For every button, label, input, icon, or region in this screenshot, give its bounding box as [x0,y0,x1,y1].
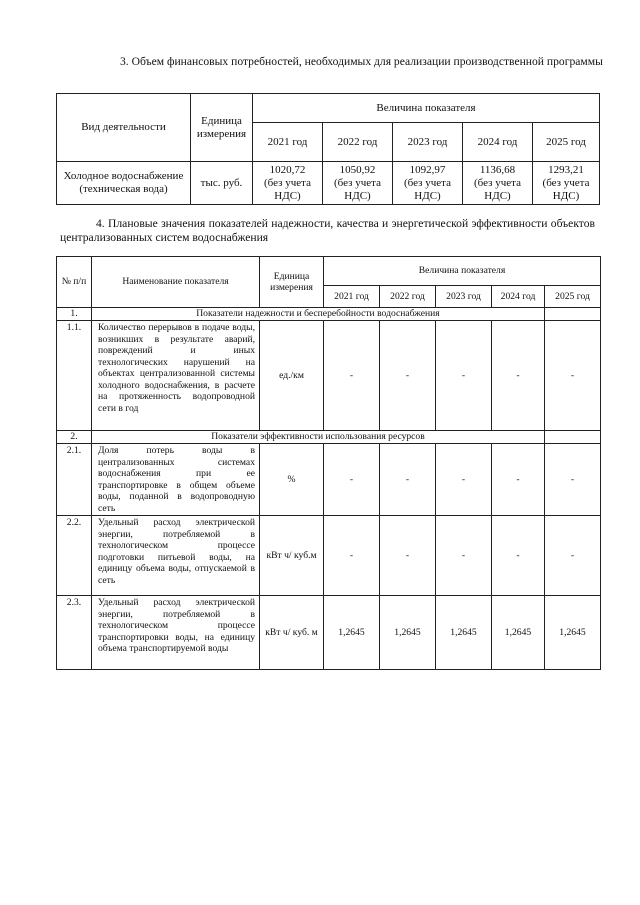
year-header: 2025 год [545,286,601,308]
unit-cell: % [260,444,324,516]
col-unit-header: Единица измерения [260,257,324,308]
value-amount: 1020,72 [269,163,306,176]
value-cell: - [492,444,545,516]
value-cell: - [492,516,545,596]
indicators-table [56,256,601,670]
value-cell [463,162,533,205]
indicator-name: Удельный расход электрической энергии, потребляемой в технологическом процессе транспортировки воды, на единицу объема транспортируемой воды [92,596,260,670]
value-cell: 1,2645 [324,596,380,670]
table-row [57,516,601,596]
row-num: 2.2. [57,516,92,596]
section-row [57,431,601,444]
value-cell: - [545,444,601,516]
value-note: (без учета НДС) [404,176,451,202]
year-header: 2024 год [463,123,533,162]
year-header: 2025 год [533,123,600,162]
unit-cell: ед./км [260,321,324,431]
year-header: 2021 год [253,123,323,162]
year-header: 2022 год [380,286,436,308]
indicator-name: Удельный расход электрической энергии, потребляемой в технологическом процессе подготовки питьевой воды, на единицу объема воды, отпускаемой в сеть [92,516,260,596]
unit-cell: кВт ч/ куб. м [260,596,324,670]
section-title: Показатели эффективности использования ресурсов [92,431,545,444]
value-cell: 1,2645 [380,596,436,670]
section-3-heading-text: 3. Объем финансовых потребностей, необходимых для реализации производственной программы [120,55,603,68]
financial-needs-table [56,93,600,205]
value-amount: 1092,97 [409,163,446,176]
section-4-heading [60,217,595,245]
value-cell: - [545,321,601,431]
table-row [57,596,601,670]
col-unit-header: Единица измерения [191,94,253,162]
row-num: 1.1. [57,321,92,431]
empty-cell [545,308,601,321]
value-cell: - [436,516,492,596]
value-amount: 1050,92 [339,163,376,176]
section-row [57,308,601,321]
value-cell: - [436,321,492,431]
year-header: 2023 год [436,286,492,308]
value-note: (без учета НДС) [474,176,521,202]
col-num-header: № п/п [57,257,92,308]
empty-cell [545,431,601,444]
value-cell: - [492,321,545,431]
year-header: 2022 год [323,123,393,162]
unit-cell: тыс. руб. [191,162,253,205]
value-cell: - [380,321,436,431]
col-activity-header: Вид деятельности [57,94,191,162]
row-num: 2.1. [57,444,92,516]
table-row [57,321,601,431]
section-4-heading-text: 4. Плановые значения показателей надежности, качества и энергетической эффективности объектов централизованных систем водоснабжения [60,217,595,244]
col-name-header: Наименование показателя [92,257,260,308]
value-cell: - [324,444,380,516]
col-value-header: Величина показателя [253,94,600,123]
value-cell [323,162,393,205]
value-note: (без учета НДС) [264,176,311,202]
value-cell: - [380,444,436,516]
header-row [57,94,600,123]
header-row [57,257,601,286]
value-cell: - [545,516,601,596]
value-cell: - [380,516,436,596]
section-title: Показатели надежности и бесперебойности водоснабжения [92,308,545,321]
value-cell [253,162,323,205]
table-row [57,444,601,516]
table-row [57,162,600,205]
section-3-heading [84,55,604,69]
value-cell [393,162,463,205]
row-num: 2.3. [57,596,92,670]
col-value-header: Величина показателя [324,257,601,286]
value-amount: 1293,21 [548,163,584,176]
value-cell: 1,2645 [492,596,545,670]
section-num: 1. [57,308,92,321]
value-cell: 1,2645 [436,596,492,670]
year-header: 2024 год [492,286,545,308]
section-num: 2. [57,431,92,444]
value-note: (без учета НДС) [334,176,381,202]
year-header: 2023 год [393,123,463,162]
value-cell: 1,2645 [545,596,601,670]
activity-cell: Холодное водоснабжение (техническая вода) [57,162,191,205]
indicator-name: Количество перерывов в подаче воды, возникших в результате аварий, повреждений и иных технологических нарушений на объектах централизованной системы холодного водоснабжения, в расчете на протяженность водопроводной сети в год [92,321,260,431]
value-cell: - [324,321,380,431]
indicator-name: Доля потерь воды в централизованных системах водоснабжения при ее транспортировке в общем объеме воды, поданной в водопроводную сеть [92,444,260,516]
value-cell [533,162,600,205]
unit-cell: кВт ч/ куб.м [260,516,324,596]
value-amount: 1136,68 [479,163,516,176]
value-note: (без учета НДС) [542,176,590,202]
value-cell: - [436,444,492,516]
year-header: 2021 год [324,286,380,308]
value-cell: - [324,516,380,596]
